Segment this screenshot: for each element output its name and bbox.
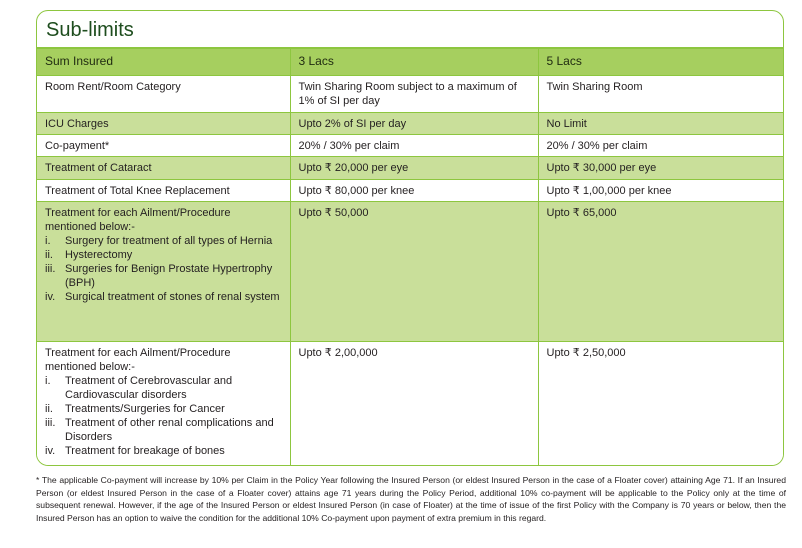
list-text: Treatments/Surgeries for Cancer [65,403,225,415]
list-number: iii. [45,263,56,275]
list-text: Surgeries for Benign Prostate Hypertrophy (BPH) [65,263,273,289]
list-item [45,416,282,444]
list-number: i. [45,235,51,247]
value-5-lacs: No Limit [538,113,783,135]
value-5-lacs: Upto ₹ 1,00,000 per knee [538,180,783,202]
value-3-lacs: Upto 2% of SI per day [290,113,538,135]
list-number: iv. [45,291,56,303]
list-item [45,234,282,248]
ailment-heading: Treatment for each Ailment/Procedure mentioned below:- [45,207,231,233]
value-3-lacs: Upto ₹ 20,000 per eye [290,157,538,180]
table-row [37,202,783,342]
value-5-lacs: Upto ₹ 65,000 [538,202,783,342]
row-label: Treatment of Cataract [37,157,290,180]
list-text: Surgery for treatment of all types of Hernia [65,235,273,247]
list-item [45,248,282,262]
value-3-lacs: Twin Sharing Room subject to a maximum of 1% of SI per day [290,76,538,113]
procedure-list [45,374,282,458]
value-3-lacs: Upto ₹ 80,000 per knee [290,180,538,202]
row-label: Treatment of Total Knee Replacement [37,180,290,202]
value-3-lacs: Upto ₹ 2,00,000 [290,342,538,466]
list-text: Treatment of other renal complications and Disorders [65,417,274,443]
list-number: ii. [45,403,53,415]
value-5-lacs: Upto ₹ 30,000 per eye [538,157,783,180]
value-5-lacs: Twin Sharing Room [538,76,783,113]
value-3-lacs: 20% / 30% per claim [290,135,538,157]
list-number: i. [45,375,51,387]
table-row [37,342,783,466]
table-row [37,76,783,113]
procedure-list [45,234,282,304]
table-row [37,180,783,202]
sub-limits-card [36,10,784,466]
sub-limits-table [37,49,783,466]
table-row [37,157,783,180]
ailment-heading: Treatment for each Ailment/Procedure mentioned below:- [45,347,231,373]
row-label [37,342,290,466]
list-text: Surgical treatment of stones of renal system [65,291,280,303]
copayment-footnote: * The applicable Co-payment will increase by 10% per Claim in the Policy Year following the Insured Person (or eldest Insured Person in the case of a Floater cover) attaining Age 71. If an Insured Person (or eldest Insured Person in the case of a Floater cover) attains age 71 years during the Policy Period, additional 10% co-payment will be applicable to the Policy only at the time of subsequent renewal. However, if the age of the Insured Person or eldest Insured Person (in case of Floater) at the time of issue of the first Policy with the Company is 70 years or below, then the Insured Person has an option to waive the condition for the additional 10% Co-payment upon payment of extra premium in this regard. [36,475,786,523]
list-item [45,402,282,416]
value-5-lacs: Upto ₹ 2,50,000 [538,342,783,466]
table-row [37,135,783,157]
column-header-sum-insured: Sum Insured [37,49,290,76]
list-number: iv. [45,445,56,457]
list-item [45,444,282,458]
value-3-lacs: Upto ₹ 50,000 [290,202,538,342]
list-item [45,262,282,290]
column-header-3-lacs: 3 Lacs [290,49,538,76]
row-label [37,202,290,342]
list-item [45,374,282,402]
list-item [45,290,282,304]
list-text: Treatment of Cerebrovascular and Cardiovascular disorders [65,375,233,401]
list-text: Treatment for breakage of bones [65,445,225,457]
column-header-5-lacs: 5 Lacs [538,49,783,76]
row-label: Room Rent/Room Category [37,76,290,113]
table-header-row [37,49,783,76]
list-number: ii. [45,249,53,261]
section-title: Sub-limits [37,11,783,49]
list-number: iii. [45,417,56,429]
list-text: Hysterectomy [65,249,133,261]
table-row [37,113,783,135]
value-5-lacs: 20% / 30% per claim [538,135,783,157]
row-label: Co-payment* [37,135,290,157]
row-label: ICU Charges [37,113,290,135]
